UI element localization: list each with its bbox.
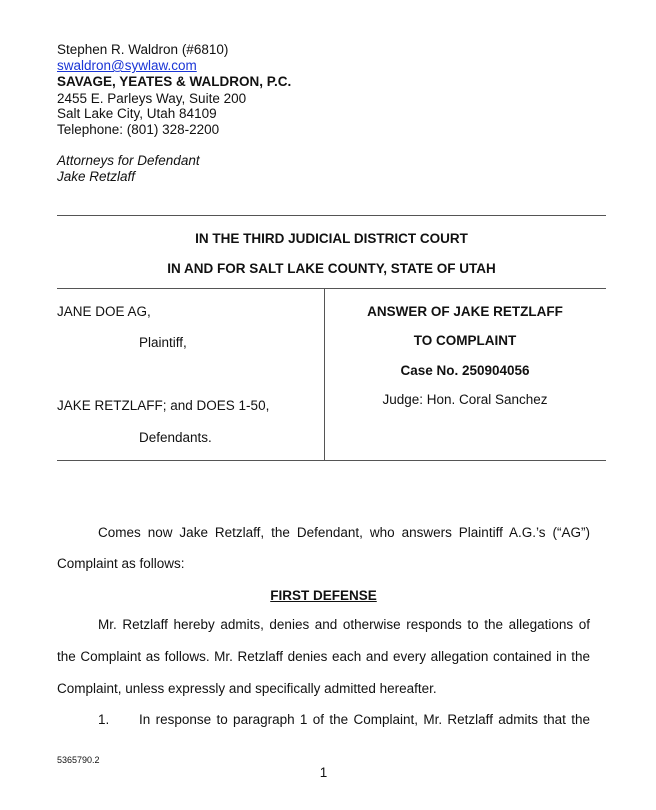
plaintiff-name: JANE DOE AG, [57,304,151,319]
first-defense-heading: FIRST DEFENSE [270,588,377,603]
defendant-name: JAKE RETZLAFF; and DOES 1-50, [57,398,270,413]
defendant-role: Defendants. [139,430,212,445]
paragraph-1-line-3: Complaint, unless expressly and specifically admitted hereafter. [57,681,437,696]
law-firm-name: SAVAGE, YEATES & WALDRON, P.C. [57,74,292,89]
court-name-line-1: IN THE THIRD JUDICIAL DISTRICT COURT [195,231,468,246]
judge-name: Judge: Hon. Coral Sanchez [382,392,548,407]
paragraph-1-line-2: the Complaint as follows. Mr. Retzlaff denies each and every allegation contained in the [57,649,590,664]
caption-top-rule [57,288,606,289]
item-1-number: 1. [98,712,110,727]
court-name-line-2: IN AND FOR SALT LAKE COUNTY, STATE OF UTAH [167,261,496,276]
caption-bottom-rule [57,460,606,461]
attorney-email-link[interactable]: swaldron@sywlaw.com [57,58,197,73]
document-title-line-2: TO COMPLAINT [413,333,517,348]
intro-paragraph-line-1: Comes now Jake Retzlaff, the Defendant, who answers Plaintiff A.G.’s (“AG”) [98,525,590,540]
document-title-line-1: ANSWER OF JAKE RETZLAFF [367,304,563,319]
court-heading-top-rule [57,215,606,216]
paragraph-1-line-1: Mr. Retzlaff hereby admits, denies and otherwise responds to the allegations of [98,617,590,632]
intro-paragraph-line-2: Complaint as follows: [57,556,185,571]
firm-address-line-1: 2455 E. Parleys Way, Suite 200 [57,91,247,106]
attorney-name: Stephen R. Waldron (#6810) [57,42,229,57]
page-number: 1 [319,765,328,780]
item-1-text: In response to paragraph 1 of the Complaint, Mr. Retzlaff admits that the [139,712,590,727]
document-id: 5365790.2 [57,755,100,765]
firm-telephone: Telephone: (801) 328-2200 [57,122,220,137]
case-number: Case No. 250904056 [400,363,530,378]
attorney-role-line-1: Attorneys for Defendant [57,153,200,168]
plaintiff-role: Plaintiff, [139,335,187,350]
firm-address-line-2: Salt Lake City, Utah 84109 [57,106,217,121]
attorney-role-line-2: Jake Retzlaff [57,169,136,184]
